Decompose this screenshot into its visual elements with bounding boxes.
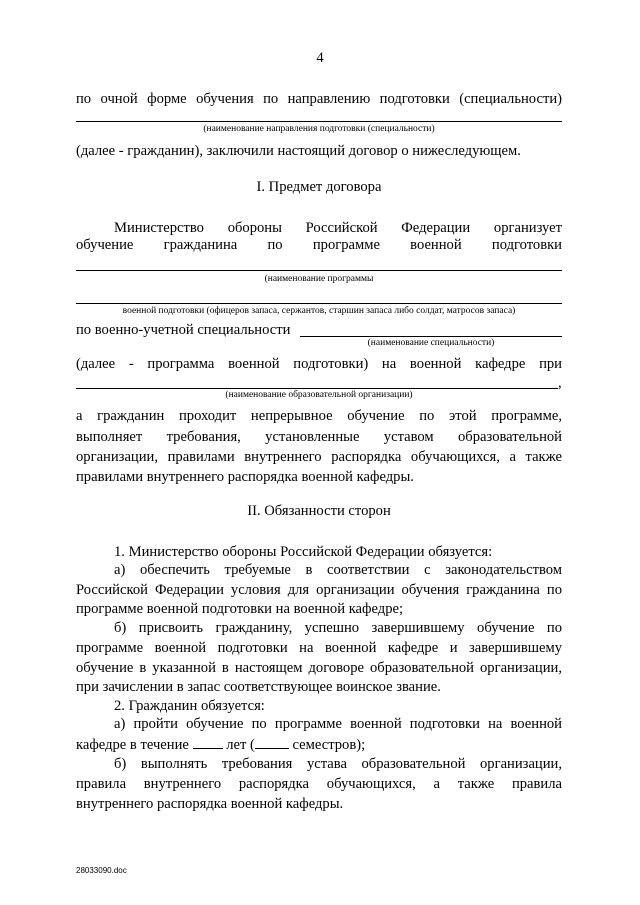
item2b-line-1: б) выполнять требования устава образовательной организации,	[114, 756, 562, 772]
item1-title: 1. Министерство обороны Российской Федерации обязуется:	[114, 544, 493, 560]
section2-heading: II. Обязанности сторон	[247, 503, 391, 519]
blank-line-program	[76, 270, 562, 271]
intro-line-2: (далее - гражданин), заключили настоящий договор о нижеследующем.	[76, 143, 521, 159]
item1b-line-4: при зачислении в запас соответствующее воинское звание.	[76, 679, 441, 695]
blank-line-direction	[76, 121, 562, 122]
section1-para-line-2: выполняет требования, установленные уставом образовательной	[76, 429, 562, 445]
item1a-line-3: программе военной подготовки на военной кафедре;	[76, 601, 404, 617]
caption-program-2: военной подготовки (офицеров запаса, сержантов, старшин запаса либо солдат, матросов запаса)	[122, 306, 516, 316]
item2-title: 2. Гражданин обязуется:	[114, 698, 265, 714]
caption-direction: (наименование направления подготовки (специальности)	[203, 124, 435, 134]
caption-specialty: (наименование специальности)	[367, 338, 495, 348]
dept-line: (далее - программа военной подготовки) на военной кафедре при	[76, 356, 562, 372]
intro-line-1: по очной форме обучения по направлению подготовки (специальности)	[76, 91, 562, 107]
blank-line-program-2	[76, 303, 562, 304]
footer-filename: 28033090.doc	[76, 866, 127, 875]
page-number: 4	[316, 50, 324, 66]
item2a-line-2	[76, 735, 562, 754]
item2a-line-1: а) пройти обучение по программе военной подготовки на военной	[114, 716, 562, 732]
caption-org: (наименование образовательной организации)	[225, 390, 413, 400]
section1-line-1: Министерство обороны Российской Федерации организует	[114, 220, 562, 236]
item2a-text-start: кафедре в течение	[76, 737, 189, 753]
item1b-line-2: программе военной подготовки на военной кафедре и завершившему	[76, 640, 562, 656]
item2a-text-mid: лет (	[226, 737, 255, 753]
blank-line-org	[76, 388, 558, 389]
section1-para-line-4: правилами внутреннего распорядка военной кафедры.	[76, 469, 414, 485]
item1b-line-3: обучение в указанной в настоящем договоре образовательной организации,	[76, 660, 562, 676]
section1-heading: I. Предмет договора	[256, 179, 382, 195]
blank-line-specialty	[300, 336, 562, 337]
item2a-text-end: семестров);	[292, 737, 366, 753]
caption-program: (наименование программы	[264, 274, 374, 284]
section1-line-2: обучение гражданина по программе военной подготовки	[76, 237, 562, 253]
item1b-line-1: б) присвоить гражданину, успешно завершившему обучение по	[114, 620, 562, 636]
item2b-line-3: внутреннего распорядка военной кафедры.	[76, 796, 344, 812]
section1-para-line-1: а гражданин проходит непрерывное обучение по этой программе,	[76, 408, 562, 424]
item1a-line-1: а) обеспечить требуемые в соответствии с законодательством	[114, 562, 562, 578]
item2b-line-2: правила внутреннего распорядка обучающихся, а также правила	[76, 776, 562, 792]
semesters-blank	[255, 735, 289, 749]
vus-label: по военно-учетной специальности	[76, 322, 291, 338]
years-blank	[193, 735, 223, 749]
section1-para-line-3: организации, правилами внутреннего распорядка обучающихся, а также	[76, 449, 562, 465]
org-comma: ,	[558, 375, 562, 391]
item1a-line-2: Российской Федерации условия для организации обучения гражданина по	[76, 582, 562, 598]
